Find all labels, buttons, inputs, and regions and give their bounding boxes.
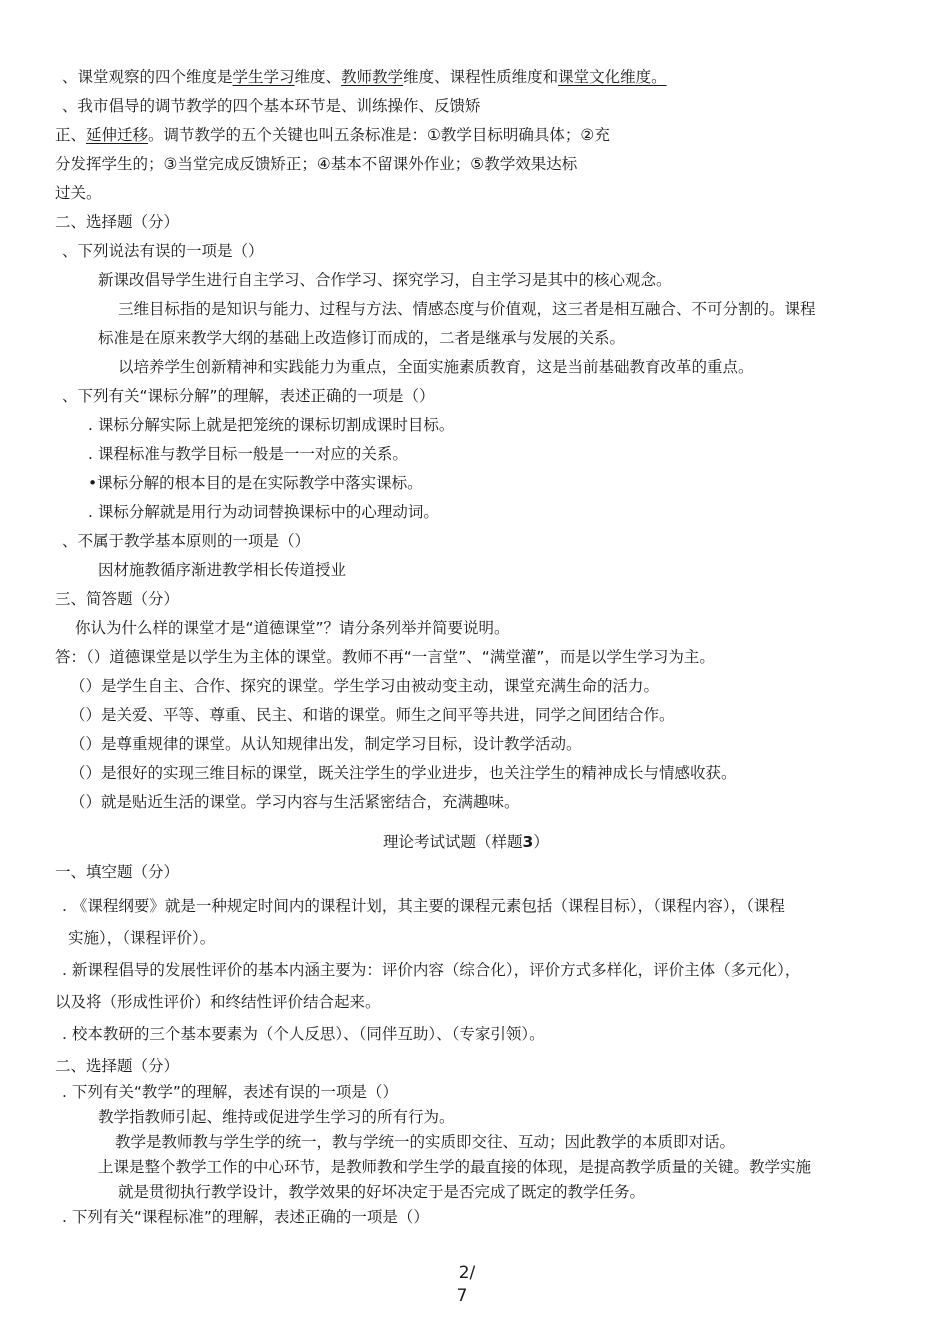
answer-line: （）是尊重规律的课堂。从认知规律出发，制定学习目标，设计教学活动。	[70, 735, 582, 753]
fill-line-2: 、我市倡导的调节教学的四个基本环节是、训练操作、反馈矫	[62, 97, 481, 115]
answer-line: （）就是贴近生活的课堂。学习内容与生活紧密结合，充满趣味。	[70, 793, 520, 811]
fill-question: . 《课程纲要》就是一种规定时间内的课程计划，其主要的课程元素包括（课程目标），（课程内容），（课程	[62, 897, 785, 915]
fill-line-1	[62, 66, 667, 88]
question-stem: 、下列说法有误的一项是（）	[62, 242, 264, 260]
option-text: 因材施教循序渐进教学相长传道授业	[98, 561, 347, 579]
text-segment: 维度、课程性质维度和	[403, 68, 559, 86]
underlined-answer: 学生学习	[232, 68, 295, 86]
option-text: 教学是教师教与学生学的统一，教与学统一的实质即交往、互动；因此教学的本质即对话。	[115, 1133, 736, 1151]
option-text: . 课标分解实际上就是把笼统的课标切割成课时目标。	[88, 416, 455, 434]
question-stem: 你认为什么样的课堂才是“道德课堂”？请分条列举并简要说明。	[75, 619, 510, 637]
text-segment: 。调节教学的五个关键也叫五条标准是：①教学目标明确具体；②充	[148, 126, 610, 144]
exam-title	[383, 831, 549, 853]
fill-line-3	[55, 124, 610, 146]
question-stem: . 下列有关“教学”的理解，表述有误的一项是（）	[62, 1083, 398, 1101]
answer-line: （）是学生自主、合作、探究的课堂。学生学习由被动变主动，课堂充满生命的活力。	[70, 677, 660, 695]
option-text: 新课改倡导学生进行自主学习、合作学习、探究学习，自主学习是其中的核心观念。	[98, 271, 672, 289]
option-text: •课标分解的根本目的是在实际教学中落实课标。	[88, 474, 423, 492]
answer-line: （）是很好的实现三维目标的课堂，既关注学生的学业进步，也关注学生的精神成长与情感收获。	[70, 764, 737, 782]
question-stem: 、不属于教学基本原则的一项是（）	[62, 532, 311, 550]
text-segment: 、课堂观察的四个维度是	[62, 68, 233, 86]
exam-title-number: 3	[522, 833, 534, 851]
fill-question: . 新课程倡导的发展性评价的基本内涵主要为：评价内容（综合化），评价方式多样化，评价主体（多元化），	[62, 961, 801, 979]
page-number-bottom: 7	[456, 1286, 468, 1306]
section-heading-short-answer: 三、简答题（分）	[55, 590, 180, 608]
option-text: 上课是整个教学工作的中心环节，是教师教和学生学的最直接的体现，是提高教学质量的关键。教学实施	[98, 1158, 812, 1176]
underlined-answer: 延伸迁移	[86, 126, 149, 144]
fill-line-4: 分发挥学生的；③当堂完成反馈矫正；④基本不留课外作业；⑤教学效果达标	[55, 155, 578, 173]
answer-line: 答：（）道德课堂是以学生为主体的课堂。教师不再“一言堂”、“满堂灌”，而是以学生学习为主。	[55, 648, 715, 666]
fill-question: . 校本教研的三个基本要素为（个人反思）、（同伴互助）、（专家引领）。	[62, 1025, 545, 1043]
option-text: 三维目标指的是知识与能力、过程与方法、情感态度与价值观，这三者是相互融合、不可分割的。课程	[118, 300, 816, 318]
question-stem: 、下列有关“课标分解”的理解，表述正确的一项是（）	[62, 387, 435, 405]
option-text: 标准是在原来教学大纲的基础上改造修订而成的，二者是继承与发展的关系。	[98, 329, 626, 347]
text-segment: 维度、	[294, 68, 342, 86]
option-text: 教学指教师引起、维持或促进学生学习的所有行为。	[98, 1108, 455, 1126]
page-number-top: 2/	[458, 1263, 476, 1283]
fill-question-cont: 以及将（形成性评价）和终结性评价结合起来。	[55, 993, 381, 1011]
exam-title-close: ）	[533, 833, 549, 851]
section-heading-fill: 一、填空题（分）	[55, 863, 180, 881]
underlined-answer: 教师教学	[341, 68, 404, 86]
option-text: . 课标分解就是用行为动词替换课标中的心理动词。	[88, 503, 439, 521]
underlined-answer: 课堂文化维度。	[558, 68, 667, 86]
section-heading-choice: 二、选择题（分）	[55, 1057, 180, 1075]
option-text: 就是贯彻执行教学设计，教学效果的好坏决定于是否完成了既定的教学任务。	[118, 1183, 646, 1201]
fill-question-cont: 实施），（课程评价）。	[68, 929, 216, 947]
question-stem: . 下列有关“课程标准”的理解，表述正确的一项是（）	[62, 1208, 429, 1226]
exam-title-text: 理论考试试题（样题	[383, 833, 523, 851]
text-segment: 正、	[55, 126, 87, 144]
fill-line-5: 过关。	[55, 184, 102, 202]
option-text: 以培养学生创新精神和实践能力为重点，全面实施素质教育，这是当前基础教育改革的重点。	[118, 358, 754, 376]
section-heading-choice: 二、选择题（分）	[55, 213, 180, 231]
option-text: . 课程标准与教学目标一般是一一对应的关系。	[88, 445, 408, 463]
answer-line: （）是关爱、平等、尊重、民主、和谐的课堂。师生之间平等共进，同学之间团结合作。	[70, 706, 675, 724]
